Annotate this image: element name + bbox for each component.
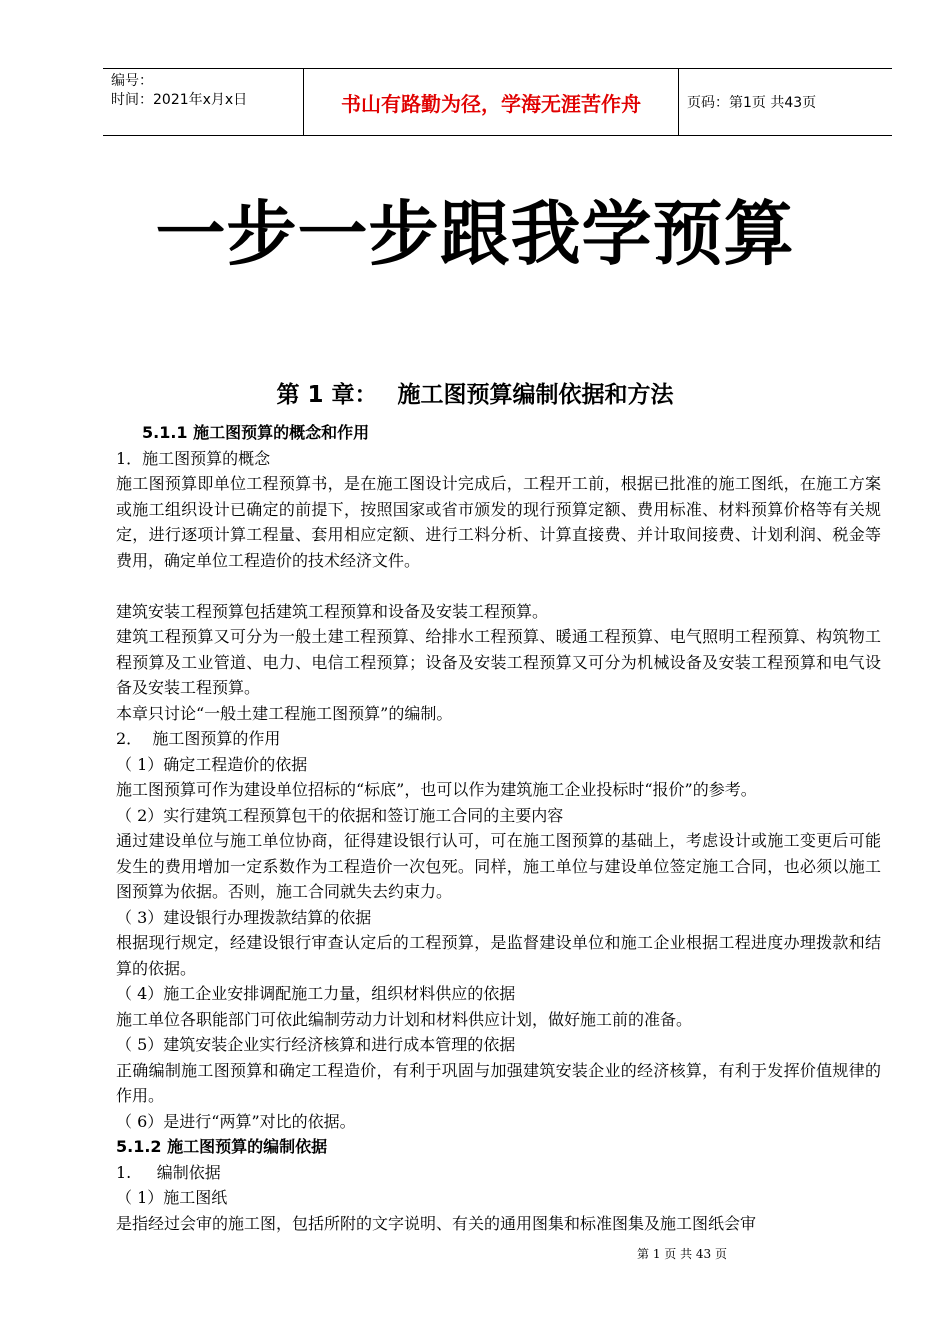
paragraph: 1．施工图预算的概念: [116, 448, 271, 468]
paragraph: （ 2）实行建筑工程预算包干的依据和签订施工合同的主要内容: [116, 805, 564, 825]
paragraph: 通过建设单位与施工单位协商，征得建设银行认可，可在施工图预算的基础上，考虑设计或施工变更后可能发生的费用增加一定系数作为工程造价一次包死。同样，施工单位与建设单位签定施工合同，也必须以施工图预算为依据。否则，施工合同就失去约束力。: [116, 831, 881, 901]
page-header: [103, 68, 892, 136]
paragraph: 建筑安装工程预算包括建筑工程预算和设备及安装工程预算。: [116, 601, 549, 621]
paragraph: 本章只讨论“一般土建工程施工图预算”的编制。: [116, 703, 453, 723]
section-heading-511: 5.1.1 施工图预算的概念和作用: [142, 423, 370, 442]
document-title: 一步一步跟我学预算: [155, 193, 795, 275]
document-body: [116, 420, 881, 1236]
header-meta: [103, 69, 303, 135]
paragraph: 根据现行规定，经建设银行审查认定后的工程预算，是监督建设单位和施工企业根据工程进度办理拨款和结算的依据。: [116, 933, 881, 978]
paragraph: （ 3）建设银行办理拨款结算的依据: [116, 907, 372, 927]
paragraph: 2． 施工图预算的作用: [116, 729, 281, 748]
paragraph: （ 5）建筑安装企业实行经济核算和进行成本管理的依据: [116, 1035, 516, 1054]
paragraph: （ 6）是进行“两算”对比的依据。: [116, 1111, 356, 1131]
paragraph: （ 4）施工企业安排调配施工力量，组织材料供应的依据: [116, 984, 516, 1003]
chapter-name: 施工图预算编制依据和方法: [397, 382, 674, 408]
paragraph: 施工图预算可作为建设单位招标的“标底”，也可以作为建筑施工企业投标时“报价”的参考。: [116, 780, 757, 799]
chapter-number: 第 1 章：: [276, 382, 378, 408]
paragraph: 建筑工程预算又可分为一般土建工程预算、给排水工程预算、暖通工程预算、电气照明工程预算、构筑物工程预算及工业管道、电力、电信工程预算；设备及安装工程预算又可分为机械设备及安装工程预算和电气设备及安装工程预算。: [116, 627, 881, 697]
paragraph: 是指经过会审的施工图，包括所附的文字说明、有关的通用图集和标准图集及施工图纸会审: [116, 1213, 757, 1233]
section-heading-512: 5.1.2 施工图预算的编制依据: [116, 1137, 328, 1156]
paragraph: 正确编制施工图预算和确定工程造价，有利于巩固与加强建筑安装企业的经济核算，有利于发挥价值规律的作用。: [116, 1060, 881, 1105]
number-label: 编号：: [111, 73, 153, 89]
paragraph: （ 1）确定工程造价的依据: [116, 754, 308, 774]
header-page-code: 页码：第1页 共43页: [687, 95, 817, 111]
chapter-heading: [0, 376, 950, 409]
header-motto: 书山有路勤为径，学海无涯苦作舟: [303, 69, 679, 135]
paragraph: 1. 编制依据: [116, 1162, 221, 1182]
paragraph: （ 1）施工图纸: [116, 1188, 228, 1207]
paragraph: 施工单位各职能部门可依此编制劳动力计划和材料供应计划，做好施工前的准备。: [116, 1009, 693, 1029]
time-label: 时间：2021年x月x日: [111, 92, 248, 108]
page-footer: 第 1 页 共 43 页: [637, 1247, 727, 1261]
paragraph: 施工图预算即单位工程预算书，是在施工图设计完成后，工程开工前，根据已批准的施工图纸，在施工方案或施工组织设计已确定的前提下，按照国家或省市颁发的现行预算定额、费用标准、材料预算价格等有关规定，进行逐项计算工程量、套用相应定额、进行工料分析、计算直接费、并计取间接费、计划利润、税金等费用，确定单位工程造价的技术经济文件。: [116, 474, 881, 570]
